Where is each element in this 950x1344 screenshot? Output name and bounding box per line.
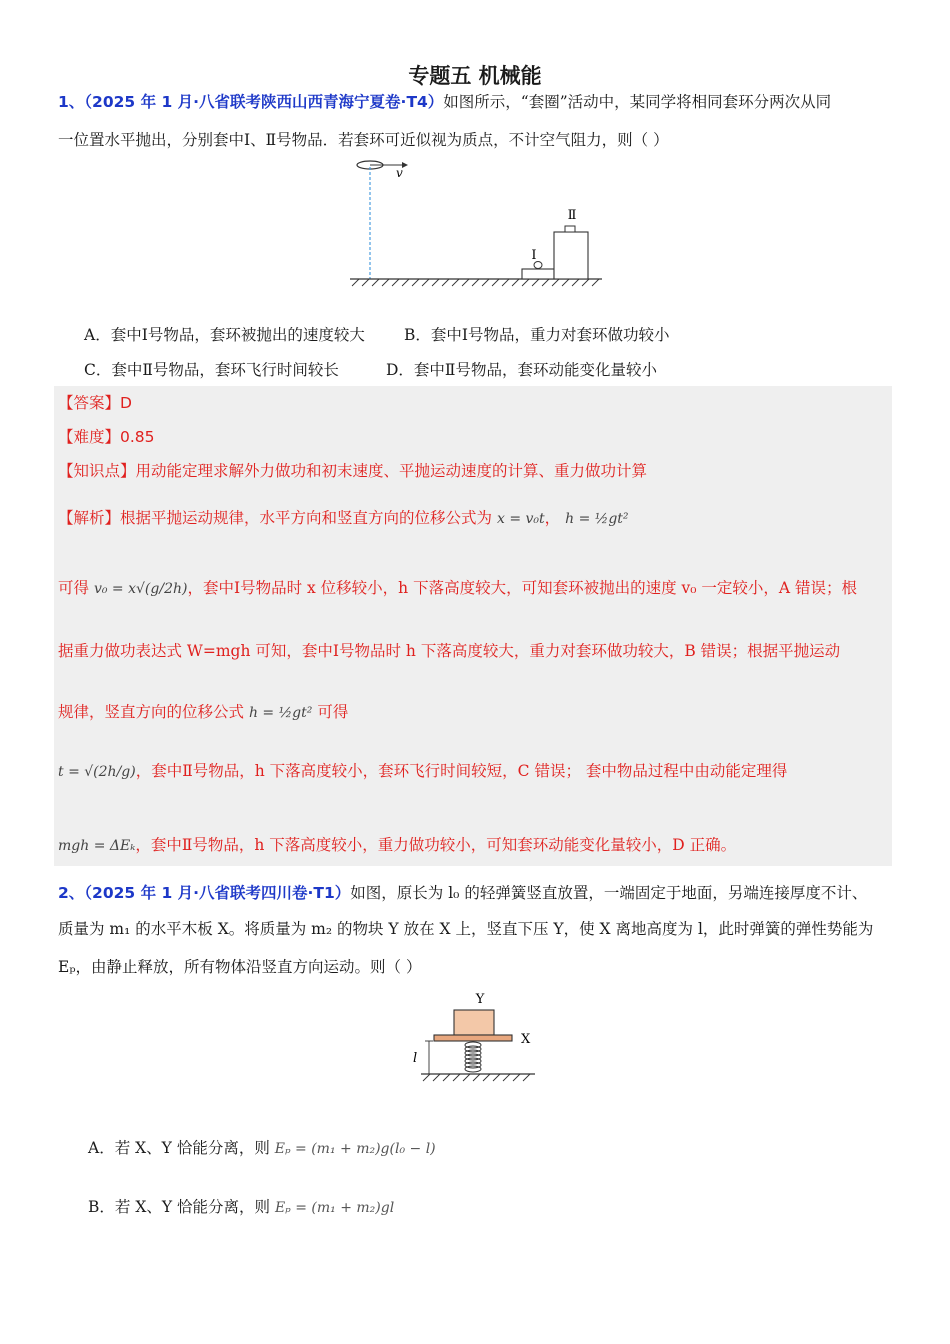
board-x: [434, 1035, 512, 1041]
analysis-label: 【解析】: [58, 509, 121, 527]
q1-option-d[interactable]: D．套中Ⅱ号物品，套环动能变化量较小: [386, 361, 657, 379]
q2-stem-text1: 如图，原长为 l₀ 的轻弹簧竖直放置，一端固定于地面，另端连接厚度不计、: [350, 884, 868, 902]
q1-source: （2025 年 1 月·八省联考陕西山西青海宁夏卷·T4）: [84, 93, 444, 111]
q1-option-b[interactable]: B．套中Ⅰ号物品，重力对套环做功较小: [404, 326, 670, 344]
velocity-label: v: [396, 166, 403, 180]
analysis-line3: 据重力做功表达式 W=mgh 可知，套中Ⅰ号物品时 h 下落高度较大，重力对套环做功较大，B 错误；根据平抛运动: [58, 642, 841, 660]
q2-option-a[interactable]: [88, 1136, 436, 1158]
ground-hatch: [352, 279, 599, 286]
difficulty-line: [58, 425, 155, 447]
analysis-pre2: 可得: [58, 579, 90, 597]
analysis-pre4: 规律，竖直方向的位移公式: [58, 703, 245, 721]
analysis-line5: [58, 759, 787, 781]
q1-stem-line1: [58, 90, 831, 112]
q1-option-c[interactable]: C．套中Ⅱ号物品，套环飞行时间较长: [84, 361, 339, 379]
formula-h: h = ½gt²: [565, 511, 629, 527]
analysis-post4: 可得: [317, 703, 349, 721]
q1-stem-text1: 如图所示，“套圈”活动中，某同学将相同套环分两次从同: [443, 93, 832, 111]
q1-stem-line2: 一位置水平抛出，分别套中Ⅰ、Ⅱ号物品．若套环可近似视为质点，不计空气阻力，则（ ）: [58, 131, 669, 149]
q2-stem-line1: [58, 881, 867, 903]
q2-option-b-formula: Eₚ = (m₁ + m₂)gl: [274, 1200, 395, 1216]
analysis-line4: [58, 700, 348, 722]
formula-mgh: mgh = ΔEₖ: [58, 838, 136, 854]
analysis-text1: 根据平抛运动规律，水平方向和竖直方向的位移公式为: [120, 509, 493, 527]
q1-option-a[interactable]: A．套中Ⅰ号物品，套环被抛出的速度较大: [84, 326, 365, 344]
height-label: l: [413, 1051, 418, 1066]
arrow-head-icon: [402, 162, 408, 168]
answer-panel: [54, 386, 892, 866]
block-y-label: Y: [475, 992, 485, 1007]
analysis-line2: [58, 576, 857, 598]
q2-stem-line2: 质量为 m₁ 的水平木板 X。将质量为 m₂ 的物块 Y 放在 X 上，竖直下压 Y，使 X 离地高度为 l，此时弹簧的弹性势能为: [58, 920, 874, 938]
knowledge-label: 【知识点】: [58, 462, 136, 480]
formula-x: x = v₀t: [496, 511, 545, 527]
q2-stem-line3: Eₚ，由静止释放，所有物体沿竖直方向运动。则（ ）: [58, 958, 422, 976]
analysis-line1: [58, 506, 629, 528]
q2-source: （2025 年 1 月·八省联考四川卷·T1）: [84, 884, 351, 902]
knowledge-value: 用动能定理求解外力做功和初末速度、平抛运动速度的计算、重力做功计算: [135, 462, 648, 480]
difficulty-value: 0.85: [120, 428, 155, 446]
analysis-text6: ，套中Ⅱ号物品，h 下落高度较小，重力做功较小，可知套环动能变化量较小，D 正确。: [135, 836, 737, 854]
analysis-line6: [58, 833, 736, 855]
formula-t: t = √(2h/g): [58, 764, 136, 780]
answer-value: D: [120, 394, 132, 412]
spring-icon: [465, 1042, 481, 1072]
formula-v0: v₀ = x√(g/2h): [93, 581, 188, 597]
board-x-label: X: [521, 1032, 531, 1047]
item-1-label: Ⅰ: [531, 248, 537, 263]
q1-number: 1、: [58, 93, 85, 111]
knowledge-line: [58, 459, 647, 481]
q2-figure: [405, 985, 555, 1090]
q2-option-b-text: B．若 X、Y 恰能分离，则: [88, 1198, 271, 1216]
block-y: [454, 1010, 494, 1035]
q2-option-a-formula: Eₚ = (m₁ + m₂)g(l₀ − l): [274, 1141, 436, 1157]
q2-option-a-text: A．若 X、Y 恰能分离，则: [88, 1139, 270, 1157]
q1-figure: [340, 155, 610, 290]
high-step: [554, 232, 588, 279]
answer-line: [58, 391, 132, 413]
analysis-text2: ，套中Ⅰ号物品时 x 位移较小，h 下落高度较大，可知套环被抛出的速度 v₀ 一定较小，A 错误；根: [187, 579, 858, 597]
item-2: [565, 226, 575, 232]
q2-option-b[interactable]: [88, 1195, 394, 1217]
analysis-sep: ，: [544, 509, 561, 527]
q2-number: 2、: [58, 884, 85, 902]
page-title: 专题五 机械能: [408, 64, 542, 88]
analysis-text5: ，套中Ⅱ号物品，h 下落高度较小，套环飞行时间较短，C 错误； 套中物品过程中由动能定理得: [135, 762, 788, 780]
item-2-label: Ⅱ: [567, 208, 577, 223]
answer-label: 【答案】: [58, 394, 121, 412]
difficulty-label: 【难度】: [58, 428, 121, 446]
formula-h2: h = ½gt²: [248, 705, 313, 721]
low-step: [522, 269, 554, 279]
ground-hatch-2: [423, 1074, 530, 1081]
